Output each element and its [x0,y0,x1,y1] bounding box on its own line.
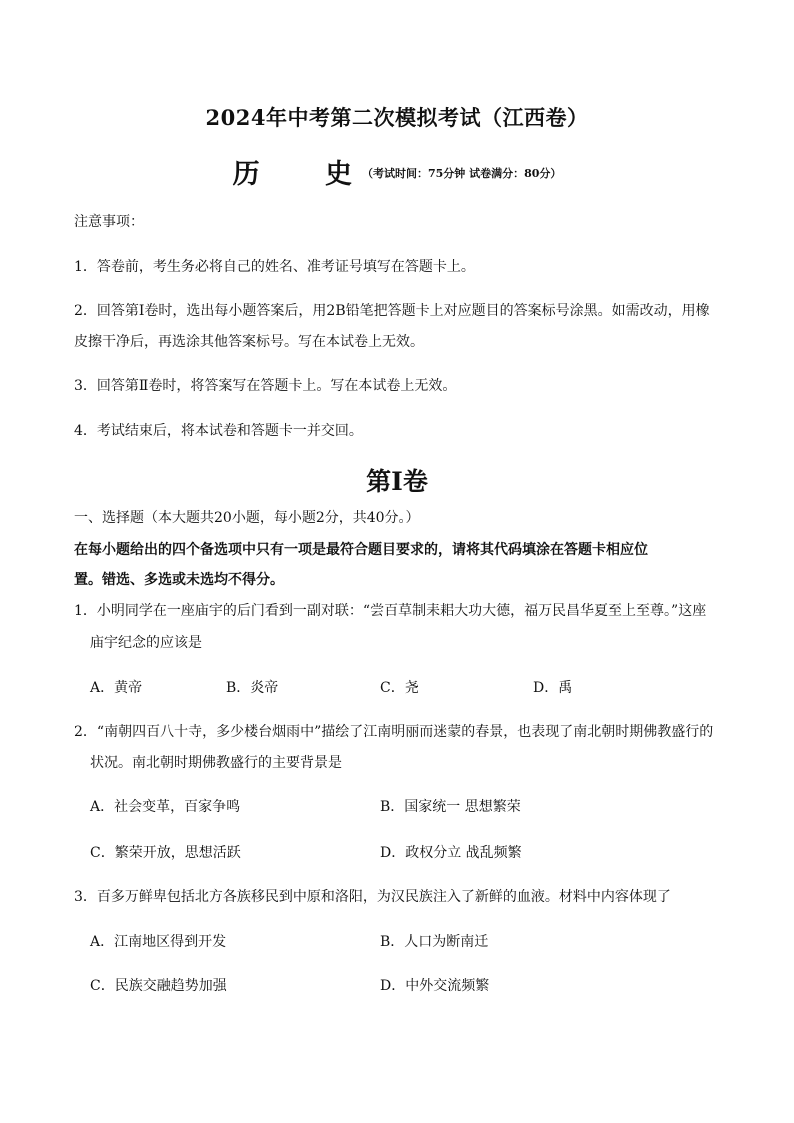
question-2-option-b: B．国家统一 思想繁荣 [380,799,521,815]
section-title: 第Ⅰ卷 [366,467,428,496]
question-1-option-a: A．黄帝 [90,680,143,696]
question-1-stem-line-2: 庙宇纪念的应该是 [90,635,202,651]
notice-heading: 注意事项： [74,214,144,230]
notice-item-1: 1．答卷前，考生务必将自己的姓名、准考证号填写在答题卡上。 [74,259,475,275]
question-2-stem-line-1: 2．“南朝四百八十寺，多少楼台烟雨中”描绘了江南明丽而迷蒙的春景，也表现了南北朝时期佛教盛行的 [74,724,714,740]
notice-item-3: 3．回答第Ⅱ卷时，将答案写在答题卡上。写在本试卷上无效。 [74,378,457,394]
part-heading: 一、选择题（本大题共20小题，每小题2分，共40分。） [74,510,420,526]
question-1-option-d: D．禹 [533,680,573,696]
question-2-option-c: C．繁荣开放，思想活跃 [90,845,241,861]
question-3-option-a: A．江南地区得到开发 [90,934,227,950]
subject-title: 历 史 [232,159,380,190]
question-3-option-b: B．人口为断南迁 [380,934,489,950]
question-2-option-a: A．社会变革，百家争鸣 [90,799,241,815]
question-3-option-c: C．民族交融趋势加强 [90,978,227,994]
exam-info: （考试时间：75分钟 试卷满分：80分） [361,167,562,180]
notice-item-2-line-1: 2．回答第Ⅰ卷时，选出每小题答案后，用2B铅笔把答题卡上对应题目的答案标号涂黑。如需改动，用橡 [74,303,710,319]
notice-item-2-line-2: 皮擦干净后，再选涂其他答案标号。写在本试卷上无效。 [74,334,424,350]
exam-title: 2024年中考第二次模拟考试（江西卷） [205,105,589,130]
question-3-option-d: D．中外交流频繁 [380,978,490,994]
question-3-stem-line-1: 3．百多万鲜卑包括北方各族移民到中原和洛阳，为汉民族注入了新鲜的血液。材料中内容体现了 [74,889,671,905]
subject-row [0,152,794,191]
question-1-option-c: C．尧 [380,680,419,696]
question-1-option-b: B．炎帝 [226,680,279,696]
notice-item-4: 4．考试结束后，将本试卷和答题卡一并交回。 [74,423,363,439]
instruction-line-2: 置。错选、多选或未选均不得分。 [74,572,284,588]
question-1-stem-line-1: 1．小明同学在一座庙宇的后门看到一副对联：“尝百草制耒耜大功大德，福万民昌华夏至上至尊。”这座 [74,603,707,619]
question-2-option-d: D．政权分立 战乱频繁 [380,845,522,861]
instruction-line-1: 在每小题给出的四个备选项中只有一项是最符合题目要求的，请将其代码填涂在答题卡相应位 [74,542,648,558]
question-2-stem-line-2: 状况。南北朝时期佛教盛行的主要背景是 [90,755,342,771]
